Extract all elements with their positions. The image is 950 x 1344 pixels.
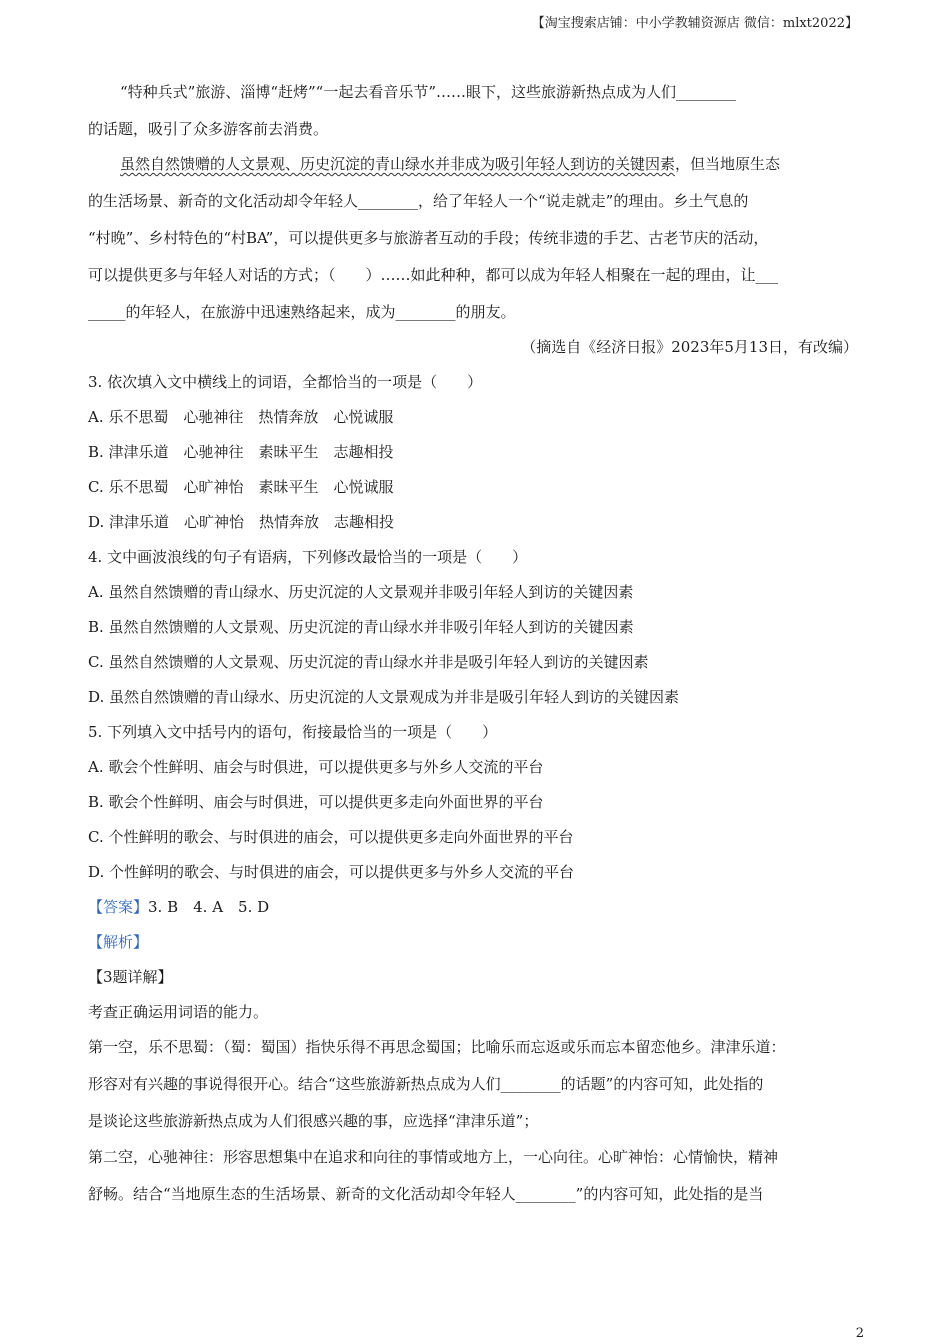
analysis-tag: 【解析】 [88,933,149,951]
question-4-option-a: A. 虽然自然馈赠的青山绿水、历史沉淀的人文景观并非吸引年轻人到访的关键因素 [88,583,634,601]
question-5-option-b: B. 歌会个性鲜明、庙会与时俱进，可以提供更多走向外面世界的平台 [88,793,544,811]
question-4: 4. 文中画波浪线的句子有语病，下列修改最恰当的一项是（ ） [88,548,528,566]
analysis-line-1: 考查正确运用词语的能力。 [88,1003,269,1021]
question-4-option-b: B. 虽然自然馈赠的人文景观、历史沉淀的青山绿水并非吸引年轻人到访的关键因素 [88,618,634,636]
question-4-option-c: C. 虽然自然馈赠的人文景观、历史沉淀的青山绿水并非是吸引年轻人到访的关键因素 [88,653,649,671]
analysis-line-6: 舒畅。结合“当地原生态的生活场景、新奇的文化活动却令年轻人________”的内容可知，此处指的是当 [88,1185,764,1203]
wavy-underlined-sentence: 虽然自然馈赠的人文景观、历史沉淀的青山绿水并非成为吸引年轻人到访的关键因素 [120,155,676,173]
passage-p1-line1: “特种兵式”旅游、淄博“赶烤”“一起去看音乐节”……眼下，这些旅游新热点成为人们________ [120,83,737,101]
analysis-line-5: 第二空，心驰神往：形容思想集中在追求和向往的事情或地方上，一心向往。心旷神怡：心情愉快，精神 [88,1148,779,1166]
passage-p1-line2: 的话题，吸引了众多游客前去消费。 [88,120,329,138]
passage-p2-line4: 可以提供更多与年轻人对话的方式；（ ）……如此种种，都可以成为年轻人相聚在一起的理由，让___ [88,266,779,284]
answer-text: 3. B 4. A 5. D [148,898,270,916]
q3-detail-title: 【3题详解】 [88,968,173,986]
question-3-option-d: D. 津津乐道 心旷神怡 热情奔放 志趣相投 [88,513,395,531]
answer-tag: 【答案】 [88,898,149,916]
question-3-option-b: B. 津津乐道 心驰神往 素昧平生 志趣相投 [88,443,394,461]
question-4-option-d: D. 虽然自然馈赠的青山绿水、历史沉淀的人文景观成为并非是吸引年轻人到访的关键因素 [88,688,680,706]
question-5-option-c: C. 个性鲜明的歌会、与时俱进的庙会，可以提供更多走向外面世界的平台 [88,828,574,846]
passage-p2-line3: “村晚”、乡村特色的“村BA”，可以提供更多与旅游者互动的手段；传统非遗的手艺、古老节庆的活动， [88,229,769,247]
question-3: 3. 依次填入文中横线上的词语，全都恰当的一项是（ ） [88,373,483,391]
analysis-line-3: 形容对有兴趣的事说得很开心。结合“这些旅游新热点成为人们________的话题”的内容可知，此处指的 [88,1075,764,1093]
passage-p2-line1-rest: ，但当地原生态 [675,155,781,173]
question-5-option-a: A. 歌会个性鲜明、庙会与时俱进，可以提供更多与外乡人交流的平台 [88,758,544,776]
page-number: 2 [855,1326,864,1341]
question-3-option-c: C. 乐不思蜀 心旷神怡 素昧平生 心悦诚服 [88,478,394,496]
passage-p2-line2: 的生活场景、新奇的文化活动却令年轻人________，给了年轻人一个“说走就走”的理由。乡土气息的 [88,192,749,210]
passage-p2-line5: _____的年轻人，在旅游中迅速熟络起来，成为________的朋友。 [88,303,516,321]
passage-source: （摘选自《经济日报》2023年5月13日，有改编） [521,338,858,356]
analysis-line-4: 是谈论这些旅游新热点成为人们很感兴趣的事，应选择“津津乐道”； [88,1112,539,1130]
question-3-option-a: A. 乐不思蜀 心驰神往 热情奔放 心悦诚服 [88,408,394,426]
page-header: 【淘宝搜索店铺：中小学教辅资源店 微信：mlxt2022】 [531,16,858,31]
answer-line [88,897,269,917]
analysis-line-2: 第一空，乐不思蜀：（蜀：蜀国）指快乐得不再思念蜀国；比喻乐而忘返或乐而忘本留恋他乡。津津乐道： [88,1038,786,1056]
passage-p2-line1 [120,154,780,174]
question-5-option-d: D. 个性鲜明的歌会、与时俱进的庙会，可以提供更多与外乡人交流的平台 [88,863,575,881]
question-5: 5. 下列填入文中括号内的语句，衔接最恰当的一项是（ ） [88,723,498,741]
